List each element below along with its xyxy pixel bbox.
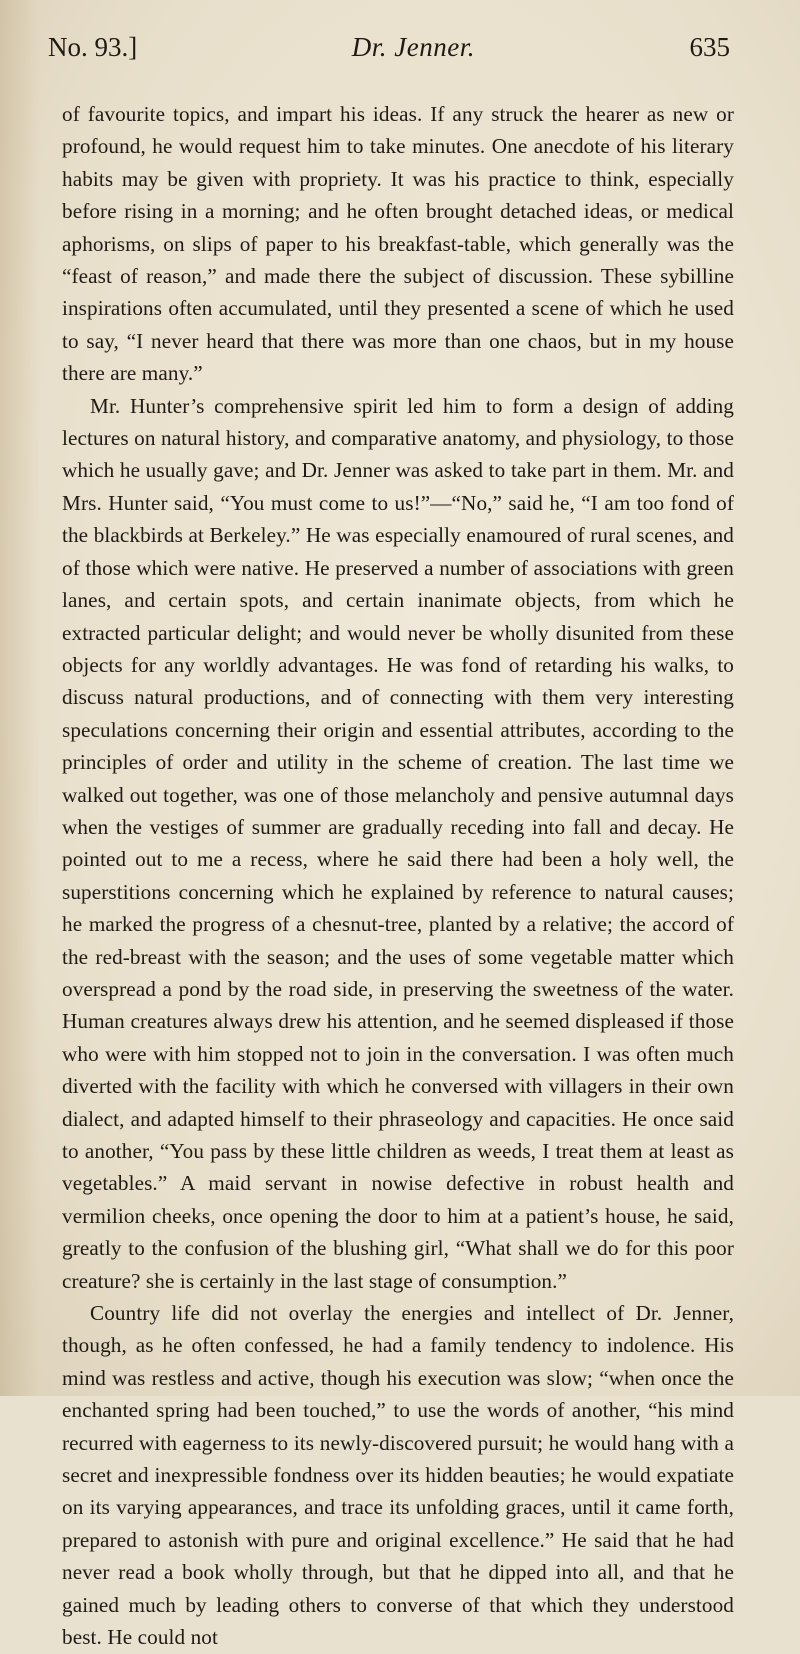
paragraph-1: of favourite topics, and impart his ideas. If any struck the hearer as new or profound, he would request him to take minutes. One anecdote of his literary habits may be given with propriety. It was his practice to think, especially before rising in a morning; and he often brought detached ideas, or medical aphorisms, on slips of paper to his breakfast-table, which generally was the “feast of reason,” and made there the subject of discussion. These sybilline inspirations often accumulated, until they presented a scene of which he used to say, “I never heard that there was more than one chaos, but in my house there are many.” [62, 102, 734, 386]
body-text [62, 98, 734, 1654]
running-header [48, 32, 730, 72]
paragraph-2: Mr. Hunter’s comprehensive spirit led him to form a design of adding lectures on natural history, and comparative anatomy, and physiology, to those which he usually gave; and Dr. Jenner was asked to take part in them. Mr. and Mrs. Hunter said, “You must come to us!”—“No,” said he, “I am too fond of the blackbirds at Berkeley.” He was especially enamoured of rural scenes, and of those which were native. He preserved a number of associations with green lanes, and certain spots, and certain inanimate objects, from which he extracted particular delight; and would never be wholly disunited from these objects for any worldly advantages. He was fond of retarding his walks, to discuss natural productions, and of connecting with them very interesting speculations concerning their origin and essential attributes, according to the principles of order and utility in the scheme of creation. The last time we walked out together, was one of those melancholy and pensive autumnal days when the vestiges of summer are gradually receding into fall and decay. He pointed out to me a recess, where he said there had been a holy well, the superstitions concerning which he explained by reference to natural causes; he marked the progress of a chesnut-tree, planted by a relative; the accord of the red-breast with the season; and the uses of some vegetable matter which overspread a pond by the road side, in preserving the sweetness of the water. Human creatures always drew his attention, and he seemed displeased if those who were with him stopped not to join in the conversation. I was often much diverted with the facility with which he conversed with villagers in their own dialect, and adapted himself to their phraseology and capacities. He once said to another, “You pass by these little children as weeds, I treat them at least as vegetables.” A maid servant in nowise defective in robust health and vermilion cheeks, once opening the door to him at a patient’s house, he said, greatly to the confusion of the blushing girl, “What shall we do for this poor creature? she is certainly in the last stage of consumption.” [62, 393, 734, 1293]
issue-number: No. 93.] [48, 32, 138, 62]
running-title: Dr. Jenner. [351, 32, 475, 62]
page-number: 635 [689, 32, 730, 62]
paragraph-3: Country life did not overlay the energies and intellect of Dr. Jenner, though, as he often confessed, he had a family tendency to indolence. His mind was restless and active, though his execution was slow; “when once the enchanted spring had been touched,” to use the words of another, “his mind recurred with eagerness to its newly-discovered pursuit; he would hang with a secret and inexpressible fondness over its hidden beauties; he would expatiate on its varying appearances, and trace its unfolding graces, until it came forth, prepared to astonish with pure and original excellence.” He said that he had never read a book wholly through, but that he dipped into all, and that he gained much by leading others to converse of that which they understood best. He could not [62, 1301, 734, 1650]
page-edge-shadow [0, 0, 40, 1396]
